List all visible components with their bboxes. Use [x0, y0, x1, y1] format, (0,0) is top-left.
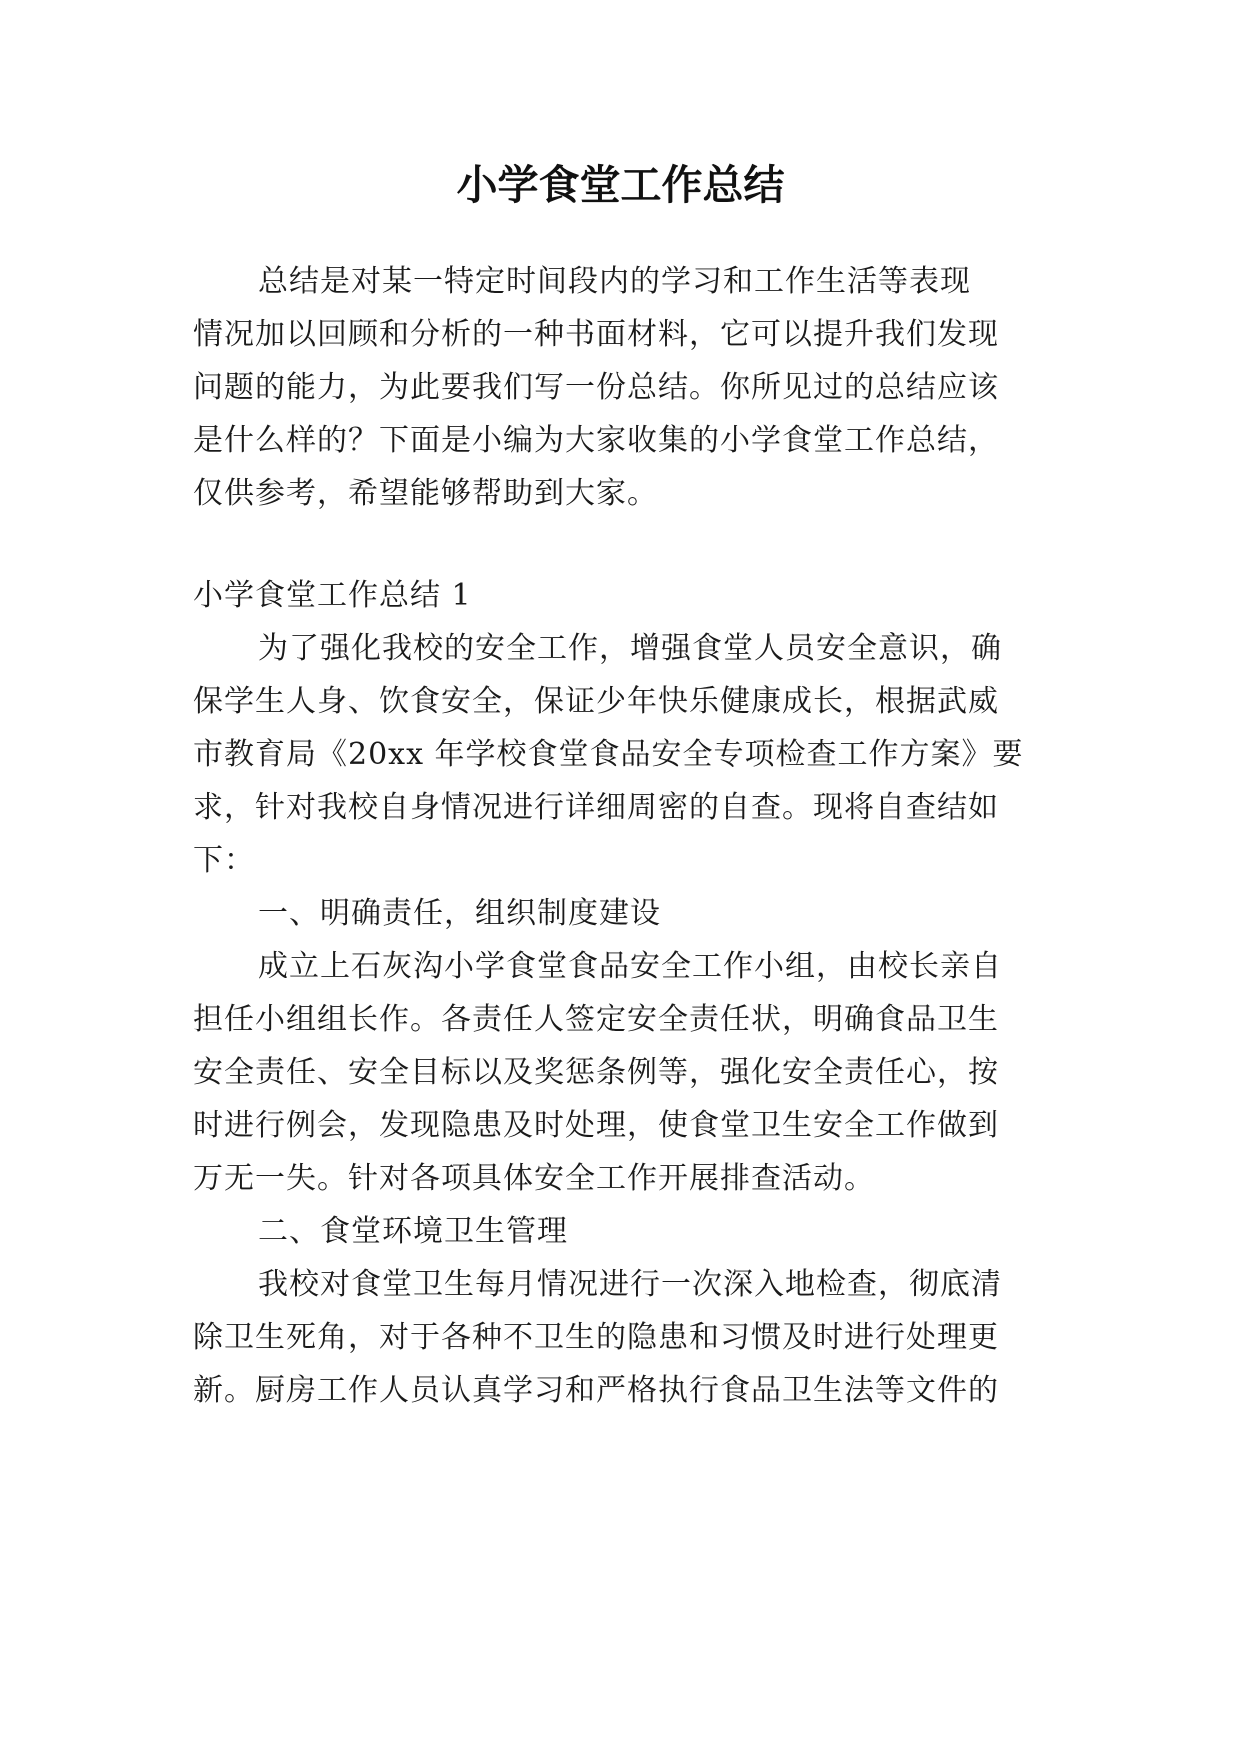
intro-line-1: 总结是对某一特定时间段内的学习和工作生活等表现	[258, 264, 971, 299]
body-line: 下：	[193, 843, 255, 878]
body-line: 万无一失。针对各项具体安全工作开展排查活动。	[193, 1161, 875, 1196]
body-line: 保学生人身、饮食安全，保证少年快乐健康成长，根据武威	[193, 684, 999, 719]
document-title: 小学食堂工作总结	[456, 161, 785, 209]
section-heading: 小学食堂工作总结 1	[193, 578, 472, 613]
subheading-2: 二、食堂环境卫生管理	[258, 1214, 568, 1249]
body-line: 除卫生死角，对于各种不卫生的隐患和习惯及时进行处理更	[193, 1320, 999, 1355]
intro-line-2: 情况加以回顾和分析的一种书面材料，它可以提升我们发现	[193, 317, 999, 352]
body-line: 时进行例会，发现隐患及时处理，使食堂卫生安全工作做到	[193, 1108, 999, 1143]
intro-line-3: 问题的能力，为此要我们写一份总结。你所见过的总结应该	[193, 370, 999, 405]
subheading-1: 一、明确责任，组织制度建设	[258, 896, 661, 931]
body-line: 求，针对我校自身情况进行详细周密的自查。现将自查结如	[193, 790, 999, 825]
body-line: 我校对食堂卫生每月情况进行一次深入地检查，彻底清	[258, 1267, 1002, 1302]
body-line: 市教育局《20xx 年学校食堂食品安全专项检查工作方案》要	[193, 737, 1024, 772]
body-line: 成立上石灰沟小学食堂食品安全工作小组，由校长亲自	[258, 949, 1002, 984]
body-line: 为了强化我校的安全工作，增强食堂人员安全意识，确	[258, 631, 1002, 666]
body-line: 安全责任、安全目标以及奖惩条例等，强化安全责任心，按	[193, 1055, 999, 1090]
intro-line-5: 仅供参考，希望能够帮助到大家。	[193, 476, 658, 511]
intro-line-4: 是什么样的？下面是小编为大家收集的小学食堂工作总结，	[193, 423, 999, 458]
body-line: 担任小组组长作。各责任人签定安全责任状，明确食品卫生	[193, 1002, 999, 1037]
body-line: 新。厨房工作人员认真学习和严格执行食品卫生法等文件的	[193, 1373, 999, 1408]
